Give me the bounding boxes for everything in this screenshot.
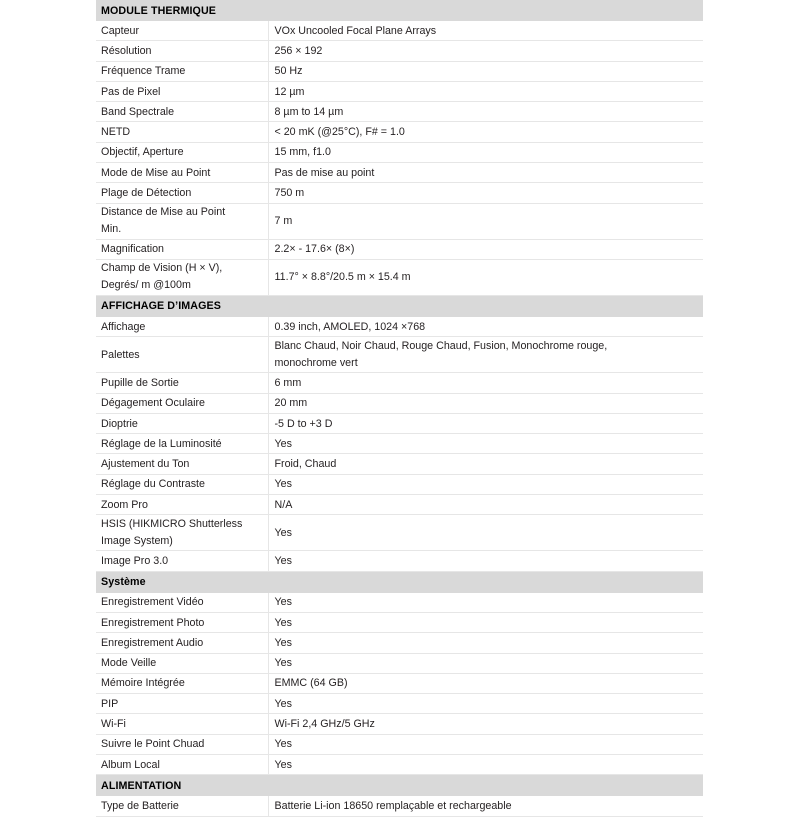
spec-label: Enregistrement Audio xyxy=(96,633,268,653)
spec-row xyxy=(96,653,703,673)
spec-value: EMMC (64 GB) xyxy=(268,673,703,693)
spec-label: Suivre le Point Chuad xyxy=(96,734,268,754)
spec-value: 6 mm xyxy=(268,373,703,393)
spec-value: Yes xyxy=(268,593,703,613)
spec-row xyxy=(96,495,703,515)
spec-row xyxy=(96,203,703,239)
spec-value: 15 mm, f1.0 xyxy=(268,142,703,162)
spec-label-line-1: HSIS (HIKMICRO Shutterless xyxy=(101,517,243,530)
spec-row xyxy=(96,474,703,494)
spec-label: Enregistrement Vidéo xyxy=(96,593,268,613)
spec-row xyxy=(96,259,703,295)
spec-label-line-1: Distance de Mise au Point xyxy=(101,206,226,219)
section-header-row xyxy=(96,571,703,593)
spec-label: Ajustement du Ton xyxy=(96,454,268,474)
spec-label-line-2: Image System) xyxy=(101,534,173,547)
spec-value: 11.7° × 8.8°/20.5 m × 15.4 m xyxy=(268,259,703,295)
spec-row xyxy=(96,515,703,551)
spec-value: Pas de mise au point xyxy=(268,163,703,183)
spec-label xyxy=(96,203,268,239)
spec-row xyxy=(96,61,703,81)
spec-label: Palettes xyxy=(96,337,268,373)
spec-label: Type de Batterie xyxy=(96,796,268,816)
spec-row xyxy=(96,612,703,632)
spec-row xyxy=(96,102,703,122)
spec-value: -5 D to +3 D xyxy=(268,413,703,433)
spec-label: Wi-Fi xyxy=(96,714,268,734)
section-header-row xyxy=(96,0,703,21)
spec-row xyxy=(96,413,703,433)
spec-label: Zoom Pro xyxy=(96,495,268,515)
spec-row xyxy=(96,142,703,162)
spec-label: Résolution xyxy=(96,41,268,61)
spec-row xyxy=(96,734,703,754)
spec-label: Réglage du Contraste xyxy=(96,474,268,494)
spec-row xyxy=(96,673,703,693)
spec-label: Mode Veille xyxy=(96,653,268,673)
spec-value: Yes xyxy=(268,633,703,653)
spec-label: Dioptrie xyxy=(96,413,268,433)
spec-value: Froid, Chaud xyxy=(268,454,703,474)
spec-row xyxy=(96,337,703,373)
spec-row xyxy=(96,633,703,653)
spec-value: Yes xyxy=(268,653,703,673)
spec-row xyxy=(96,21,703,41)
spec-row xyxy=(96,163,703,183)
spec-label-line-1: Champ de Vision (H × V), xyxy=(101,262,223,275)
section-header-systeme: Système xyxy=(96,571,703,593)
spec-label xyxy=(96,515,268,551)
spec-value: Yes xyxy=(268,474,703,494)
spec-label: Plage de Détection xyxy=(96,183,268,203)
spec-row xyxy=(96,434,703,454)
spec-row xyxy=(96,454,703,474)
spec-label: Dégagement Oculaire xyxy=(96,393,268,413)
spec-label-line-2: Degrés/ m @100m xyxy=(101,279,191,292)
spec-row xyxy=(96,373,703,393)
spec-label xyxy=(96,259,268,295)
section-header-affichage-d-images: AFFICHAGE D’IMAGES xyxy=(96,295,703,317)
spec-value: Yes xyxy=(268,612,703,632)
spec-row xyxy=(96,694,703,714)
spec-value: Yes xyxy=(268,734,703,754)
spec-label: Objectif, Aperture xyxy=(96,142,268,162)
spec-value: 8 µm to 14 µm xyxy=(268,102,703,122)
spec-row xyxy=(96,122,703,142)
spec-label: Pas de Pixel xyxy=(96,81,268,101)
specifications-table-body xyxy=(96,0,703,816)
spec-label: Band Spectrale xyxy=(96,102,268,122)
spec-label: PIP xyxy=(96,694,268,714)
spec-value: 0.39 inch, AMOLED, 1024 ×768 xyxy=(268,317,703,337)
section-header-module-thermique: MODULE THERMIQUE xyxy=(96,0,703,21)
spec-value: Batterie Li-ion 18650 remplaçable et rechargeable xyxy=(268,796,703,816)
specifications-table xyxy=(96,0,703,817)
spec-value: Yes xyxy=(268,551,703,571)
spec-value: < 20 mK (@25°C), F# = 1.0 xyxy=(268,122,703,142)
spec-row xyxy=(96,239,703,259)
spec-value: 2.2× - 17.6× (8×) xyxy=(268,239,703,259)
section-header-alimentation: ALIMENTATION xyxy=(96,775,703,797)
spec-label: Fréquence Trame xyxy=(96,61,268,81)
spec-label: Mode de Mise au Point xyxy=(96,163,268,183)
spec-row xyxy=(96,593,703,613)
spec-value: 12 µm xyxy=(268,81,703,101)
spec-value: Wi-Fi 2,4 GHz/5 GHz xyxy=(268,714,703,734)
spec-value: Yes xyxy=(268,755,703,775)
spec-value: 750 m xyxy=(268,183,703,203)
spec-label: Magnification xyxy=(96,239,268,259)
spec-value: VOx Uncooled Focal Plane Arrays xyxy=(268,21,703,41)
spec-label: Réglage de la Luminosité xyxy=(96,434,268,454)
spec-row xyxy=(96,81,703,101)
spec-value: Yes xyxy=(268,515,703,551)
spec-value: 7 m xyxy=(268,203,703,239)
spec-label: Pupille de Sortie xyxy=(96,373,268,393)
spec-value: Yes xyxy=(268,434,703,454)
spec-label: Mémoire Intégrée xyxy=(96,673,268,693)
spec-value-line-2: monochrome vert xyxy=(274,356,358,369)
section-header-row xyxy=(96,295,703,317)
spec-row xyxy=(96,796,703,816)
spec-label: Enregistrement Photo xyxy=(96,612,268,632)
spec-value: 50 Hz xyxy=(268,61,703,81)
section-header-row xyxy=(96,775,703,797)
spec-label: NETD xyxy=(96,122,268,142)
spec-label-line-2: Min. xyxy=(101,223,122,236)
spec-row xyxy=(96,551,703,571)
spec-value: 256 × 192 xyxy=(268,41,703,61)
spec-row xyxy=(96,393,703,413)
spec-value xyxy=(268,337,703,373)
spec-row xyxy=(96,183,703,203)
spec-row xyxy=(96,317,703,337)
spec-label: Album Local xyxy=(96,755,268,775)
spec-value: Yes xyxy=(268,694,703,714)
spec-value: 20 mm xyxy=(268,393,703,413)
spec-row xyxy=(96,41,703,61)
spec-row xyxy=(96,755,703,775)
spec-value: N/A xyxy=(268,495,703,515)
spec-label: Affichage xyxy=(96,317,268,337)
spec-label: Image Pro 3.0 xyxy=(96,551,268,571)
spec-label: Capteur xyxy=(96,21,268,41)
spec-value-line-1: Blanc Chaud, Noir Chaud, Rouge Chaud, Fusion, Monochrome rouge, xyxy=(274,339,608,352)
spec-row xyxy=(96,714,703,734)
